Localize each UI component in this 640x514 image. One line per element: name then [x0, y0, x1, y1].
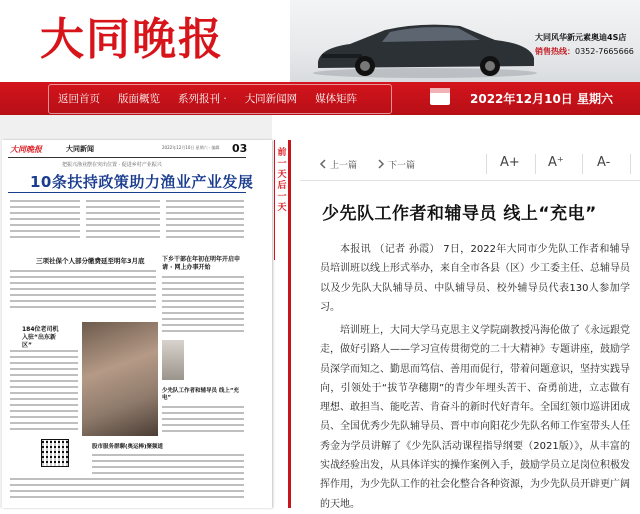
paper-text-line [10, 356, 78, 358]
paper-text-line [166, 230, 244, 232]
paper-section: 大同新闻 [66, 145, 94, 153]
font-size-increase-button[interactable]: A⁺ [548, 155, 564, 170]
ad-hotline-phone: 0352-7665666 [575, 47, 634, 56]
paper-text-line [10, 496, 244, 498]
toolbar-separator [582, 154, 583, 174]
article-paragraph-2: 培训班上，大同大学马克思主义学院副教授冯海伦做了《永远跟党走，做好引路人——学习宣传贯彻党的二十大精神》专题讲座，鼓励学员深学而知之、勤思而笃信、善用而促行，带着问题意识，坚持实践导向，引领处于“拔节孕穗期”的青少年埋头苦干、奋勇前进，立志做有理想、敢担当、能吃苦、肯奋斗的新时代好青年。全国红领巾巡讲团成员、全国优秀少先队辅导员、晋中市向阳花少先队名师工作室带头人任秀金为学员讲解了《少先队活动课程指导纲要（2021版）》，从丰富的实战经验出发，从具体详实的操作案例入手，鼓励学员立足岗位积极发挥作用，为少先队工作的社会化整合各种资源，为少先队员开辟更广阔的天地。 [320, 325, 630, 510]
paper-text-line [10, 200, 80, 202]
paper-text-line [162, 282, 244, 284]
chevron-right-icon[interactable] [376, 159, 386, 169]
toolbar-separator [486, 154, 487, 174]
paper-text-line [92, 460, 244, 462]
paper-text-line [10, 230, 80, 232]
paper-text-line [166, 200, 244, 202]
site-logo[interactable]: 大同晚报 [40, 14, 224, 65]
paper-text-line [92, 472, 244, 474]
paper-text-line [10, 398, 78, 400]
prev-article-link[interactable]: 上一篇 [330, 161, 358, 171]
paper-text-line [162, 412, 244, 414]
font-size-default-button[interactable]: A+ [500, 155, 520, 170]
paper-headline[interactable]: 10条扶持政策助力渔业产业发展 [30, 173, 254, 191]
next-day-tab-char[interactable]: 一 [277, 192, 287, 202]
prev-day-tab-char[interactable]: 天 [277, 170, 287, 180]
paper-photo-small [162, 340, 184, 380]
paper-text-line [10, 282, 156, 284]
paper-text-line [10, 490, 244, 492]
paper-text-line [10, 350, 78, 352]
paper-text-line [86, 224, 160, 226]
paper-text-line [10, 404, 78, 406]
paper-text-line [10, 306, 156, 308]
paper-text-line [162, 306, 244, 308]
paper-text-line [86, 212, 160, 214]
paper-text-line [10, 300, 156, 302]
paper-text-line [10, 218, 80, 220]
paper-text-line [86, 200, 160, 202]
paper-text-line [10, 212, 80, 214]
prev-day-tab-char[interactable]: 一 [277, 159, 287, 169]
paper-text-line [92, 454, 244, 456]
paper-text-line [162, 294, 244, 296]
paper-text-line [162, 318, 244, 320]
paper-text-line [162, 288, 244, 290]
paper-headline-current-article[interactable]: 少先队工作者和辅导员 线上“充电” [162, 388, 240, 401]
paper-text-line [10, 422, 78, 424]
paper-text-line [162, 418, 244, 420]
paper-text-line [10, 392, 78, 394]
next-article-link[interactable]: 下一篇 [388, 161, 416, 171]
paper-headline-6[interactable]: 股市服务群聊(奥运棒)聚频道 [92, 444, 164, 450]
paper-date: 2022年12月10日 星期六 · 编辑 [162, 145, 220, 150]
nav-media-matrix[interactable]: 媒体矩阵 [315, 93, 358, 105]
paper-text-line [166, 236, 244, 238]
paper-text-line [162, 330, 244, 332]
paper-text-line [10, 362, 78, 364]
paper-headline-4[interactable]: 184位老司机入驻“出东新区” [22, 326, 59, 349]
paper-text-line [10, 288, 156, 290]
advertisement-banner[interactable] [290, 0, 640, 82]
nav-series-publications[interactable]: 系列报刊 · [178, 93, 227, 105]
paper-text-line [86, 206, 160, 208]
paper-text-line [166, 218, 244, 220]
ad-dealer-name: 大同风华新元素奥迪4S店 [535, 33, 627, 42]
paper-logo: 大同晚报 [10, 145, 42, 154]
newspaper-page-image[interactable] [2, 140, 272, 508]
calendar-icon[interactable] [430, 88, 450, 105]
paper-text-line [162, 300, 244, 302]
paper-text-line [162, 424, 244, 426]
toolbar-separator [630, 154, 631, 174]
car-image [310, 18, 540, 78]
paper-photo[interactable] [82, 322, 158, 436]
next-day-tab-char[interactable]: 后 [277, 181, 287, 191]
nav-home[interactable]: 返回首页 [58, 93, 100, 105]
paper-text-line [10, 236, 80, 238]
nav-datong-news[interactable]: 大同新闻网 [244, 93, 298, 105]
page-switch-tabs [274, 140, 289, 260]
divider-red [288, 140, 291, 508]
paper-divider-blue [8, 192, 246, 193]
paper-text-line [10, 410, 78, 412]
next-day-tab-char[interactable]: 天 [277, 203, 287, 213]
paper-page-number: 03 [232, 142, 248, 155]
paper-text-line [10, 224, 80, 226]
paper-text-line [10, 206, 80, 208]
issue-date: 2022年12月10日 星期六 [470, 92, 613, 106]
paper-text-line [166, 224, 244, 226]
main-nav [48, 84, 392, 114]
paper-text-line [10, 416, 78, 418]
paper-text-line [10, 380, 78, 382]
paper-kicker: 把振兴渔业摆在突出位置 · 促进乡村产业振兴 [62, 162, 162, 168]
paper-text-line [10, 270, 156, 272]
paper-text-line [162, 406, 244, 408]
paper-text-line [162, 312, 244, 314]
paper-text-line [162, 276, 244, 278]
nav-layout-overview[interactable]: 版面概览 [118, 93, 160, 105]
paper-text-line [162, 430, 244, 432]
paper-text-line [86, 236, 160, 238]
paper-text-line [10, 484, 244, 486]
article-title: 少先队工作者和辅导员 线上“充电” [322, 204, 597, 224]
font-size-decrease-button[interactable]: A- [597, 155, 611, 170]
paper-text-line [10, 374, 78, 376]
paper-divider [8, 157, 246, 158]
paper-text-line [10, 386, 78, 388]
paper-text-line [92, 466, 244, 468]
paper-text-line [86, 218, 160, 220]
paper-headline-2[interactable]: 三项社保个人部分缴费延至明年3月底 [36, 257, 145, 265]
paper-text-line [10, 368, 78, 370]
toolbar-separator [535, 154, 536, 174]
paper-text-line [10, 276, 156, 278]
paper-text-line [166, 206, 244, 208]
paper-headline-3[interactable]: 下乡干部在年初在明年开启申请 · 网上办事开始 [162, 256, 241, 271]
paper-text-line [166, 212, 244, 214]
paper-text-line [10, 478, 244, 480]
ad-hotline [535, 46, 634, 57]
qr-code-overlay [42, 440, 68, 466]
article-paragraph-1: 本报讯 （记者 孙霞） 7日，2022年大同市少先队工作者和辅导员培训班以线上形式举办，来自全市各县（区）少工委主任、总辅导员以及少先队大队辅导员、中队辅导员、校外辅导员代表130人参加学习。 [320, 244, 630, 313]
chevron-left-icon[interactable] [318, 159, 328, 169]
paper-text-line [162, 324, 244, 326]
paper-text-line [10, 294, 156, 296]
paper-text-line [10, 428, 78, 430]
prev-day-tab-char[interactable]: 前 [277, 148, 287, 158]
ad-hotline-label: 销售热线： [535, 47, 575, 56]
paper-text-line [86, 230, 160, 232]
